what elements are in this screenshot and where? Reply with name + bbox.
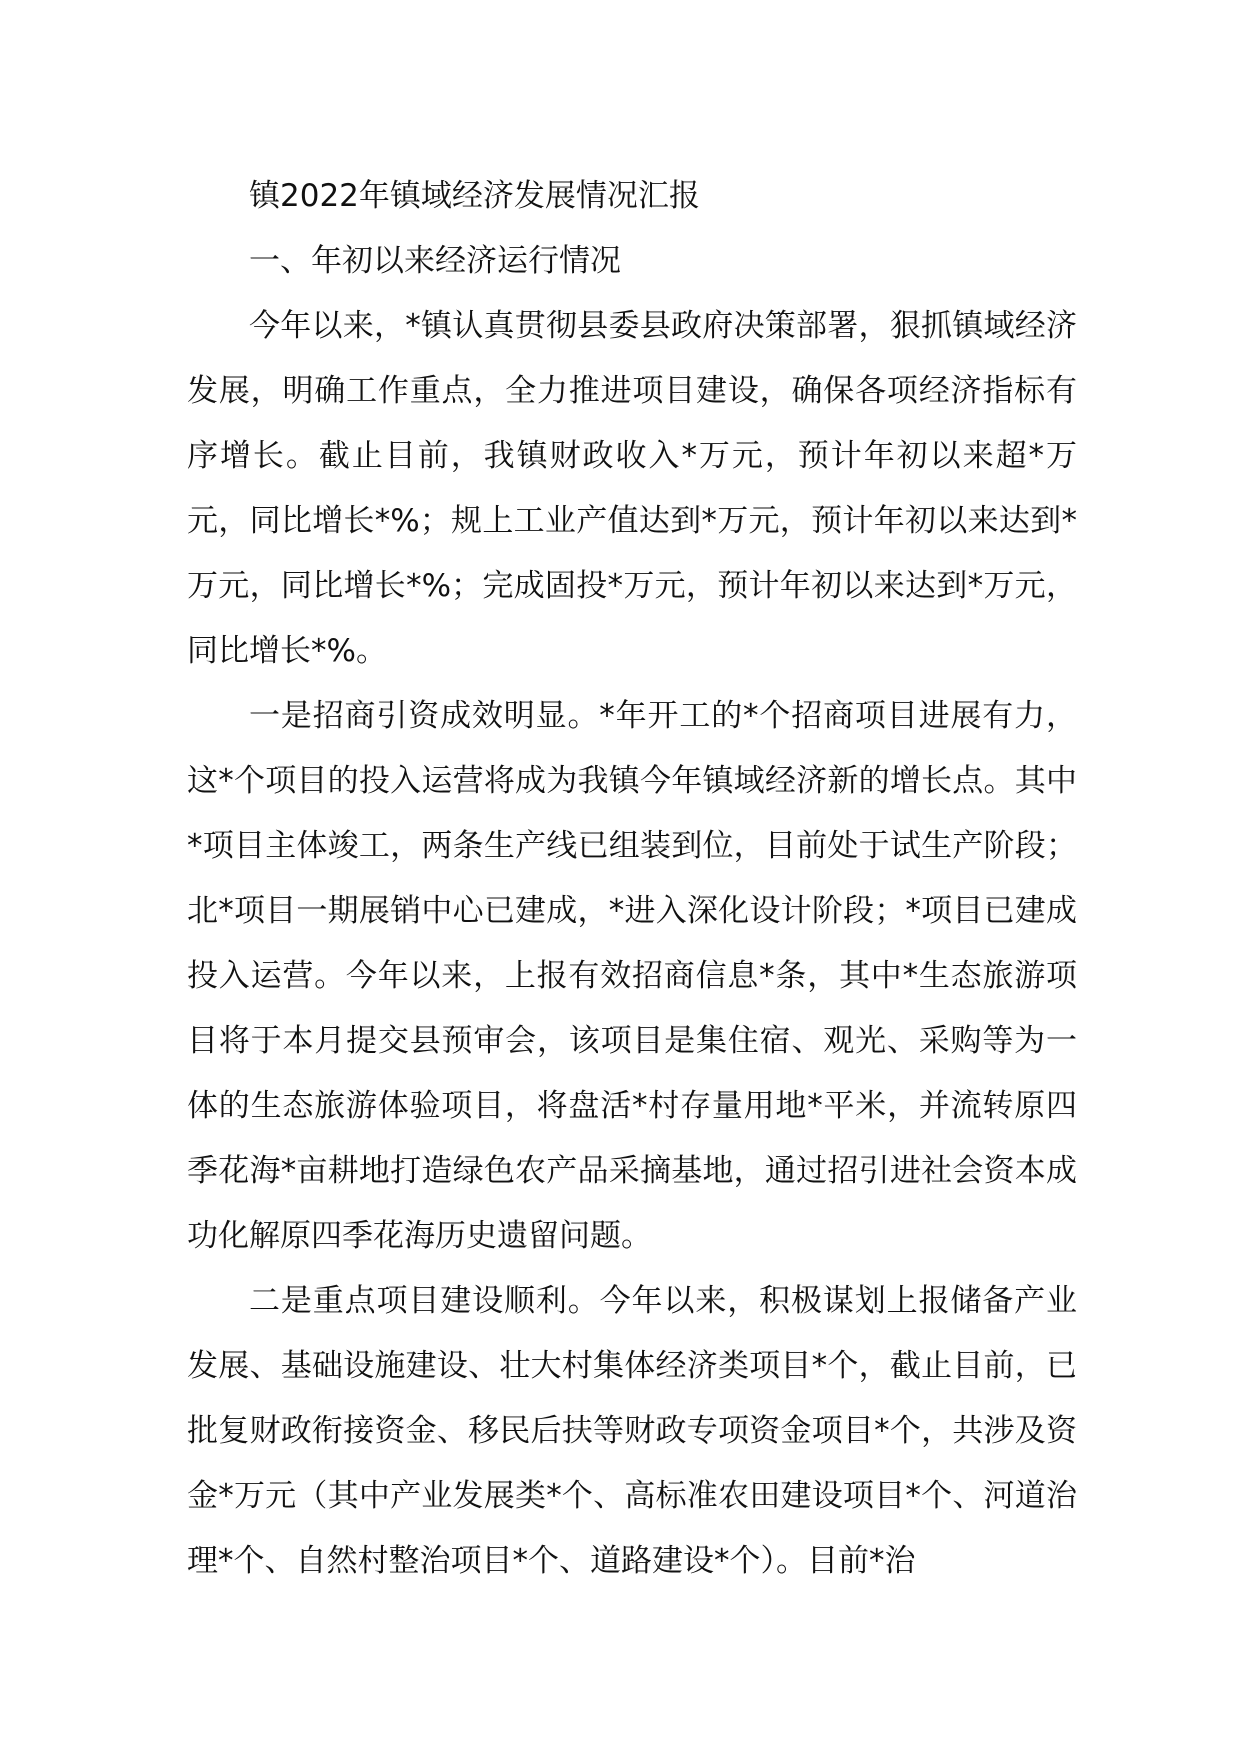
paragraph-key-projects: 二是重点项目建设顺利。今年以来，积极谋划上报储备产业发展、基础设施建设、壮大村集体经济类项目*个，截止目前，已批复财政衔接资金、移民后扶等财政专项资金项目*个，共涉及资金*万元（其中产业发展类*个、高标准农田建设项目*个、河道治理*个、自然村整治项目*个、道路建设*个）。目前*治 <box>187 1283 1077 1579</box>
paragraph-overview: 今年以来，*镇认真贯彻县委县政府决策部署，狠抓镇域经济发展，明确工作重点，全力推进项目建设，确保各项经济指标有序增长。截止目前，我镇财政收入*万元，预计年初以来超*万元，同比增长*%；规上工业产值达到*万元，预计年初以来达到*万元，同比增长*%；完成固投*万元，预计年初以来达到*万元，同比增长*%。 <box>187 308 1077 669</box>
section-heading: 一、年初以来经济运行情况 <box>249 243 621 279</box>
document-title: 镇2022年镇域经济发展情况汇报 <box>249 178 700 214</box>
paragraph-investment: 一是招商引资成效明显。*年开工的*个招商项目进展有力，这*个项目的投入运营将成为我镇今年镇域经济新的增长点。其中*项目主体竣工，两条生产线已组装到位，目前处于试生产阶段；北*项目一期展销中心已建成，*进入深化设计阶段；*项目已建成投入运营。今年以来，上报有效招商信息*条，其中*生态旅游项目将于本月提交县预审会，该项目是集住宿、观光、采购等为一体的生态旅游体验项目，将盘活*村存量用地*平米，并流转原四季花海*亩耕地打造绿色农产品采摘基地，通过招引进社会资本成功化解原四季花海历史遗留问题。 <box>187 698 1077 1254</box>
document-body <box>187 164 1077 1594</box>
